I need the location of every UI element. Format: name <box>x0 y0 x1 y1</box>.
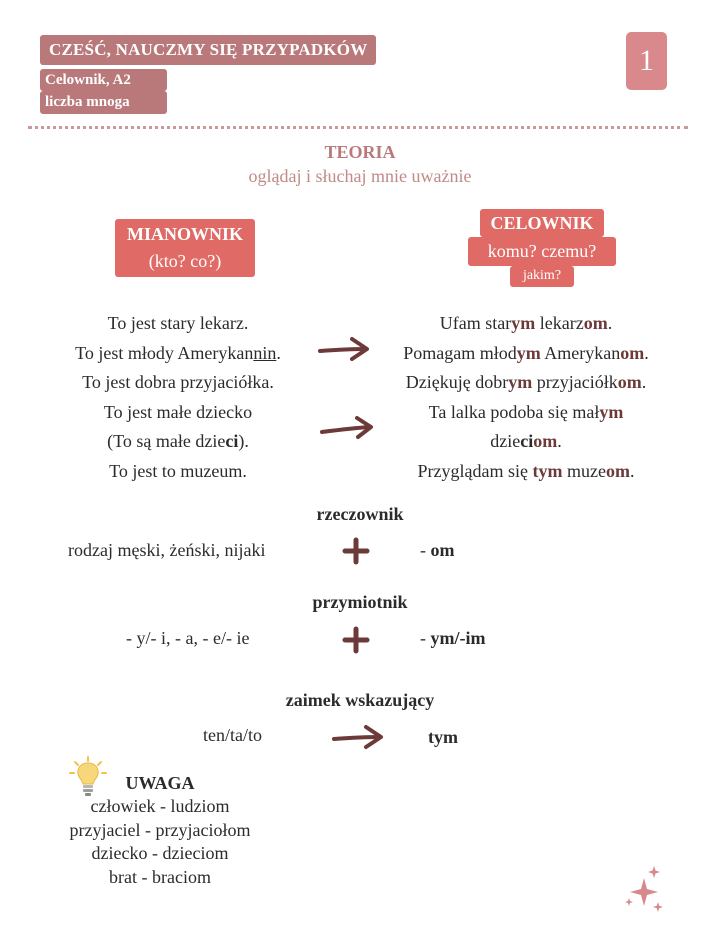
pronoun-heading: zaimek wskazujący <box>285 690 435 710</box>
mianownik-name: MIANOWNIK <box>127 224 243 244</box>
noun-ending-value: om <box>430 540 455 560</box>
sentence-text: To jest stary lekarz. <box>107 313 249 333</box>
dative-sentence <box>370 457 682 487</box>
dative-sentence <box>370 309 682 339</box>
dative-sentence <box>370 368 682 398</box>
plus-icon <box>342 626 370 654</box>
sentence-text: muze <box>562 460 606 481</box>
sentence-text: przyjaciółk <box>532 372 618 392</box>
nominative-sentence <box>40 339 316 369</box>
sentence-text: lekarz <box>535 313 584 333</box>
sentence-text: To jest małe dziecko <box>103 401 253 422</box>
sentence-text: Przyglądam się <box>417 460 533 481</box>
nominative-sentence <box>40 309 316 339</box>
mianownik-tag <box>115 219 255 277</box>
case-ending: om <box>620 342 645 363</box>
case-ending: om <box>533 431 558 451</box>
celownik-question-adjective: jakim? <box>510 266 574 287</box>
sentence-text: . <box>557 431 562 451</box>
adjective-endings: - y/- i, - a, - e/- ie <box>126 628 250 648</box>
page-number-badge: 1 <box>626 32 667 90</box>
note-list <box>0 795 320 889</box>
pronoun-ending: tym <box>428 727 458 747</box>
worksheet-title: CZEŚĆ, NAUCZMY SIĘ PRZYPADKÓW <box>40 35 376 65</box>
case-ending: ym <box>516 342 541 363</box>
sentence-text: Ta lalka podoba się mał <box>428 401 600 422</box>
case-ending: om <box>583 313 608 333</box>
sentence-text: Dziękuję dobr <box>405 372 509 392</box>
case-level-label: Celownik, A2 <box>40 69 167 91</box>
number-label: liczba mnoga <box>40 91 167 114</box>
celownik-name: CELOWNIK <box>480 209 604 237</box>
nominative-sentence <box>40 427 316 457</box>
nominative-sentence <box>40 368 316 398</box>
sentence-text: . <box>607 313 613 333</box>
mianownik-question: (kto? co?) <box>148 251 222 271</box>
sentence-text: To jest dobra przyjaciółka. <box>82 372 274 392</box>
dative-sentence <box>370 427 682 457</box>
sentence-text: To jest to muzeum. <box>109 460 247 481</box>
noun-ending <box>420 540 455 561</box>
note-title: UWAGA <box>125 773 195 793</box>
case-ending: om <box>617 372 642 392</box>
nominative-sentence <box>40 457 316 487</box>
right-arrow-icon <box>330 724 386 750</box>
noun-ending-prefix: - <box>420 540 431 560</box>
sentence-text: dzie <box>490 431 521 451</box>
sentence-text: . <box>276 342 281 363</box>
plus-icon <box>342 537 370 565</box>
adjective-ending-value: ym/-im <box>430 628 486 648</box>
noun-genders: rodzaj męski, żeński, nijaki <box>68 540 266 560</box>
stem-change: ci <box>225 431 239 451</box>
adjective-ending <box>420 628 485 649</box>
sentence-text: . <box>644 342 649 363</box>
adjective-heading: przymiotnik <box>312 592 408 612</box>
dative-sentence <box>370 339 682 369</box>
note-item: przyjaciel - przyjaciołom <box>69 819 251 840</box>
stem-change: ci <box>520 431 534 451</box>
case-ending: ym <box>511 313 536 333</box>
sentence-text: ). <box>238 431 249 451</box>
adjective-ending-prefix: - <box>420 628 431 648</box>
sentence-text: Ufam star <box>439 313 512 333</box>
dative-examples <box>370 309 682 486</box>
sentence-text: Pomagam młod <box>403 342 517 363</box>
theory-subtitle: oglądaj i słuchaj mnie uważnie <box>248 166 472 186</box>
sentence-text: To jest młody Amerykan <box>75 342 254 363</box>
case-ending: om <box>605 460 630 481</box>
dative-sentence <box>370 398 682 428</box>
note-item: brat - braciom <box>109 866 211 887</box>
theory-title: TEORIA <box>324 142 396 162</box>
pronoun-forms: ten/ta/to <box>203 725 262 745</box>
note-item: dziecko - dzieciom <box>91 843 229 863</box>
case-ending: tym <box>532 460 563 481</box>
nominative-examples <box>40 309 316 486</box>
underlined-suffix: nin <box>253 342 277 363</box>
dotted-divider <box>28 126 688 129</box>
right-arrow-icon <box>318 415 376 443</box>
nominative-sentence <box>40 398 316 428</box>
sentence-text: (To są małe dzie <box>107 431 226 451</box>
sentence-text: . <box>641 372 647 392</box>
sparkle-icon <box>622 864 666 914</box>
case-ending: ym <box>508 372 533 392</box>
note-item: człowiek - ludziom <box>90 796 230 816</box>
sentence-text: Amerykan <box>540 342 621 363</box>
case-ending: ym <box>599 401 624 422</box>
noun-heading: rzeczownik <box>316 504 404 524</box>
sentence-text: . <box>629 460 635 481</box>
celownik-question: komu? czemu? <box>468 237 616 266</box>
right-arrow-icon <box>316 336 372 362</box>
